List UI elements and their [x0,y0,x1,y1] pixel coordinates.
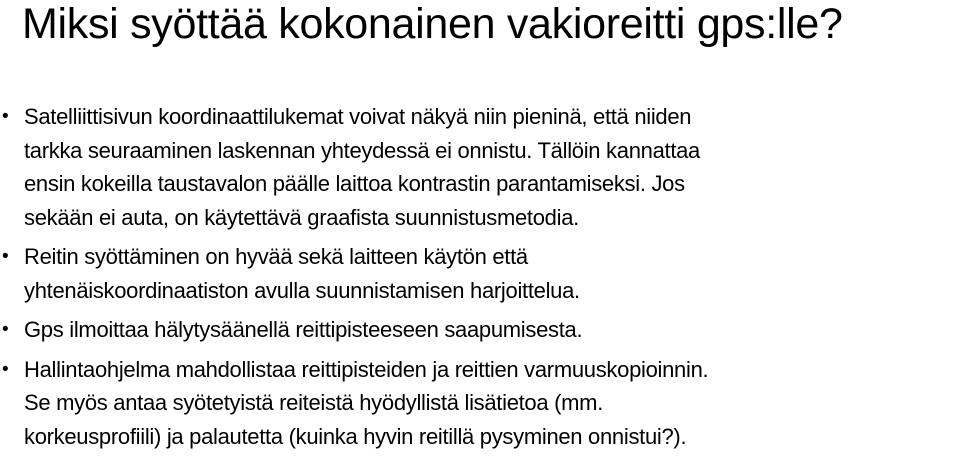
bullet-item [0,353,960,454]
bullet-text-line: yhtenäiskoordinaatiston avulla suunnistamisen harjoittelua. [24,277,580,303]
bullet-text-line: Se myös antaa syötetyistä reiteistä hyödyllistä lisätietoa (mm. [24,390,604,415]
bullet-icon: • [2,246,9,267]
bullet-icon: • [2,358,9,380]
bullet-text-line: Reitin syöttäminen on hyvää sekä laitteen käytön että [24,244,528,269]
bullet-text-line: korkeusprofiili) ja palautetta (kuinka hyvin reitillä pysyminen onnistui?). [24,423,687,449]
bullet-item [0,100,960,234]
bullet-icon: • [2,106,9,127]
bullet-text-line: Gps ilmoittaa hälytysäänellä reittipisteeseen saapumisesta. [24,317,583,342]
bullet-item [0,240,960,307]
slide-title: Miksi syöttää kokonainen vakioreitti gps:lle? [22,0,843,48]
bullet-text-line: sekään ei auta, on käytettävä graafista suunnistusmetodia. [24,204,579,230]
bullet-text-line: ensin kokeilla taustavalon päälle laittoa kontrastin parantamiseksi. Jos [24,171,685,196]
bullet-text-line: Satelliittisivun koordinaattilukemat voivat näkyä niin pieninä, että niiden [24,104,692,129]
bullet-text-line: Hallintaohjelma mahdollistaa reittipisteiden ja reittien varmuuskopioinnin. [24,356,709,382]
bullet-text-line: tarkka seuraaminen laskennan yhteydessä ei onnistu. Tällöin kannattaa [24,137,700,163]
bullet-icon: • [2,319,9,340]
bullet-item [0,313,960,347]
bullet-list [0,100,960,459]
